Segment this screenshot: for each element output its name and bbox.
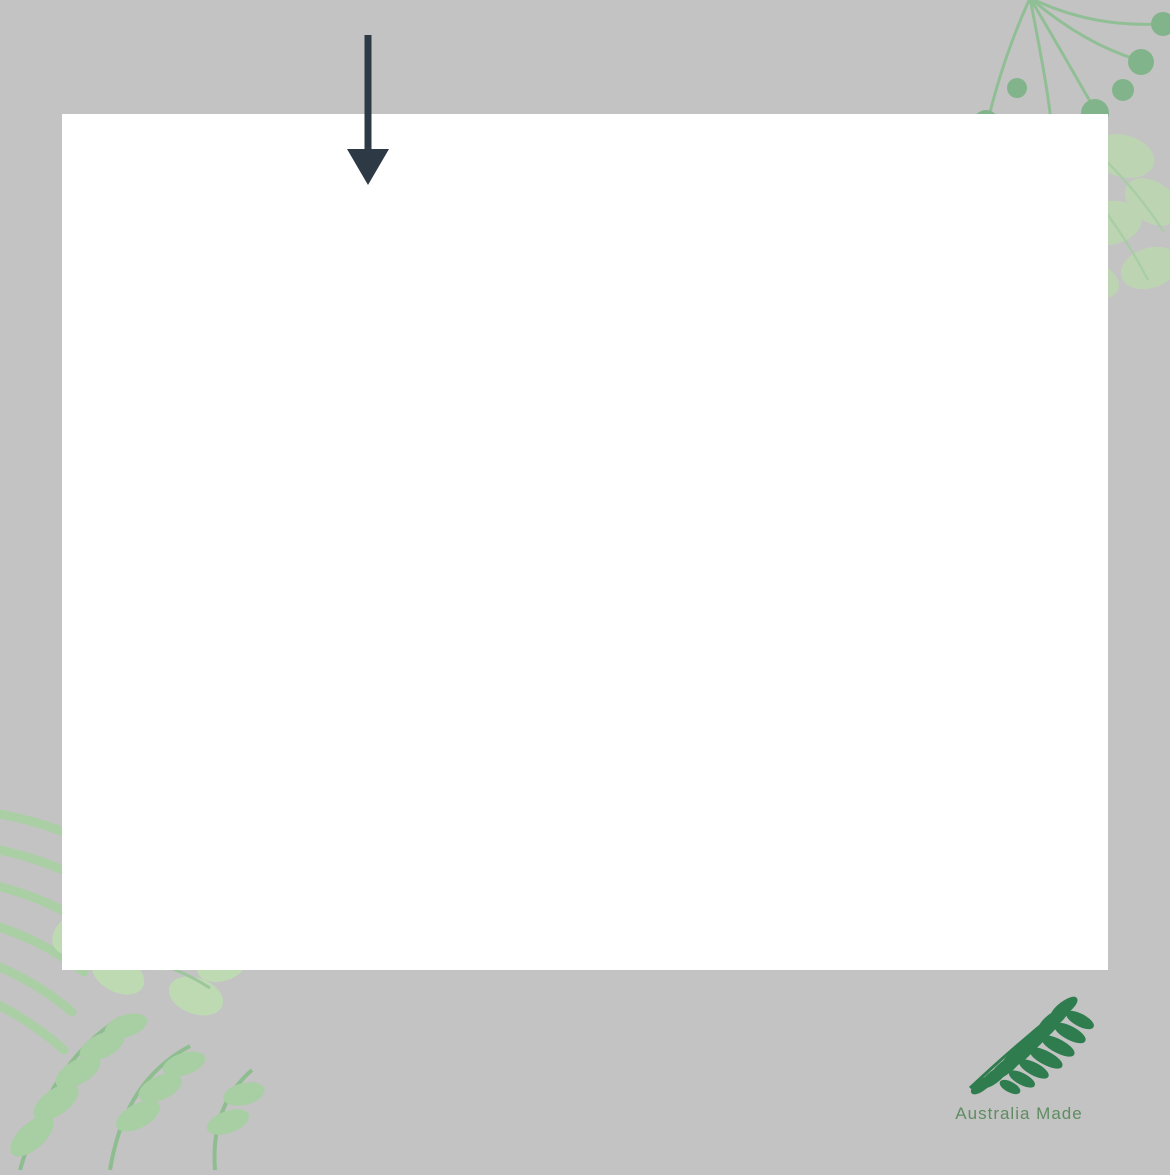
fern-leaf-icon [924,992,1114,1097]
logo-caption: Australia Made [955,1104,1083,1123]
down-arrow-icon [330,35,420,190]
content-card [62,114,1108,970]
brand-logo [924,992,1114,1124]
